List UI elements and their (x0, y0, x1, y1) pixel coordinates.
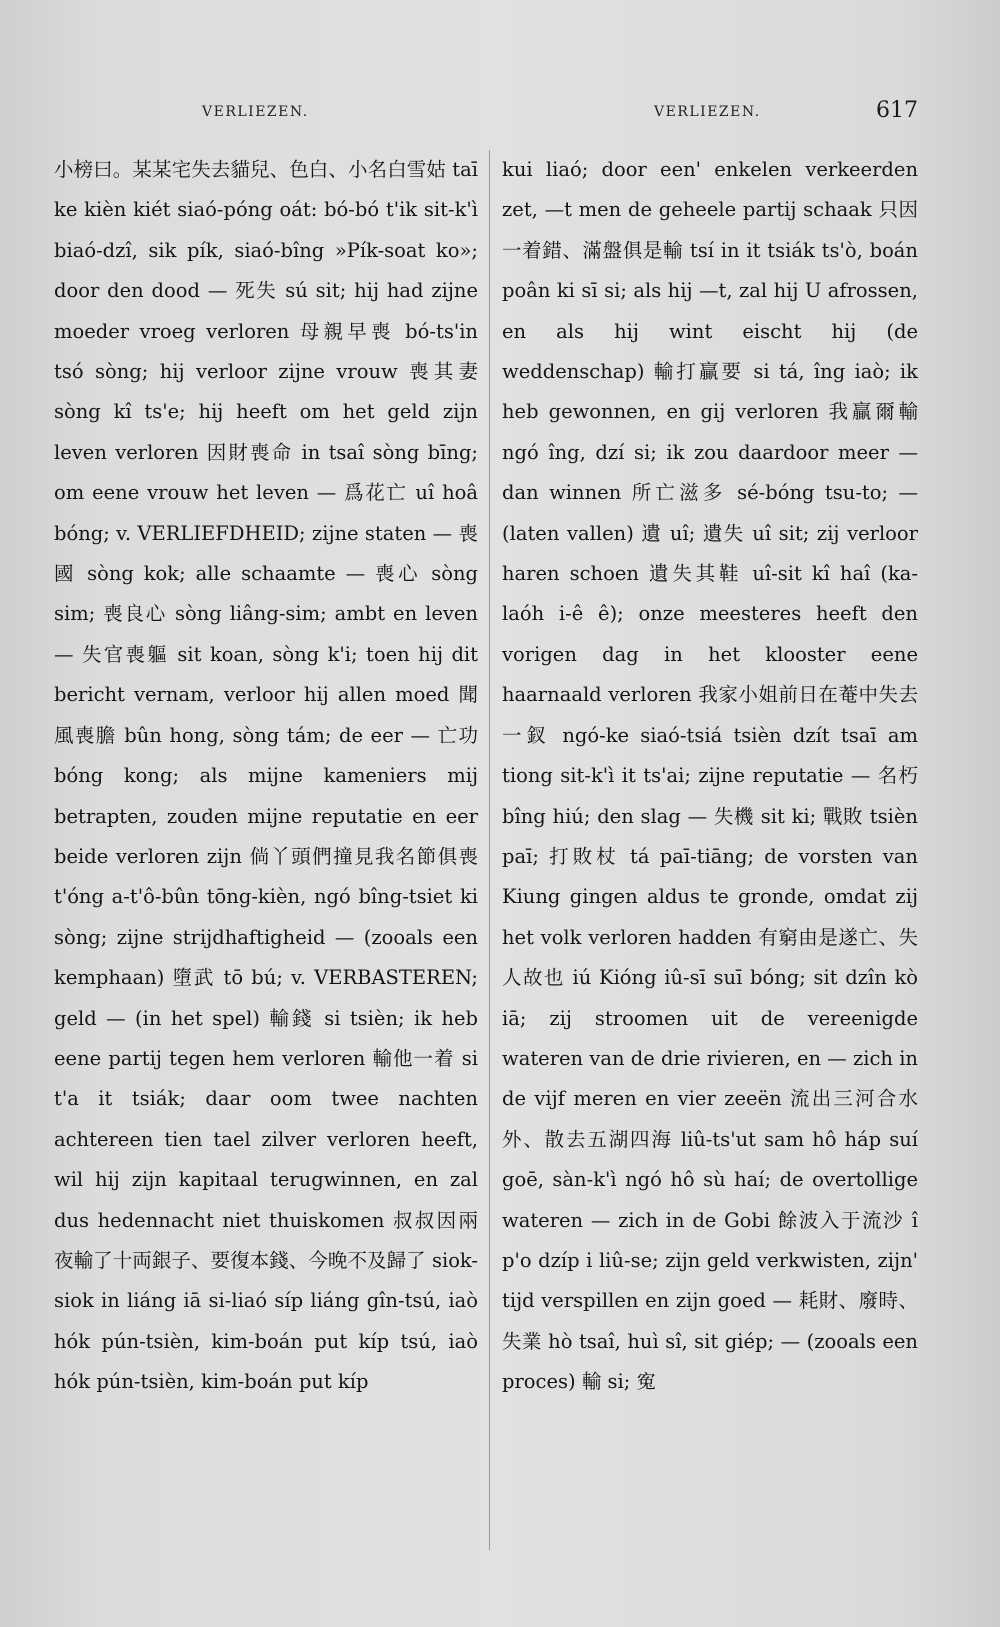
running-title-left: VERLIEZEN. (202, 104, 309, 120)
right-column (502, 150, 918, 1403)
running-title-right: VERLIEZEN. (654, 104, 761, 120)
left-column (54, 150, 478, 1403)
page-number: 617 (876, 98, 918, 123)
left-column-text: 小榜曰。某某宅失去貓兒、色白、小名白雪姑 taī ke kièn kiét siaó-póng oát: bó-bó t'ik sit-k'ì biaó-dzî, sik pík, siaó-bîng »Pík-soat ko»; door den dood — 死失 sú sit; hij had zijne moeder vroeg verloren 母親早喪 bó-ts'in tsó sòng; hij verloor zijne vrouw 喪其妻 sòng kî ts'e; hij heeft om het geld zijn leven verloren 因財喪命 in tsaî sòng bīng; om eene vrouw het leven — 爲花亡 uî hoâ bóng; v. VERLIEFDHEID; zijne staten — 喪國 sòng kok; alle schaamte — 喪心 sòng sim; 喪良心 sòng liâng-sim; ambt en leven — 失官喪軀 sit koan, sòng k'i; toen hij dit bericht vernam, verloor hij allen moed 聞風喪膽 bûn hong, sòng tám; de eer — 亡功 bóng kong; als mijne kameniers mij betrapten, zouden mijne reputatie en eer beide verloren zijn 倘丫頭們撞見我名節俱喪 t'óng a-t'ô-bûn tōng-kièn, ngó bîng-tsiet ki sòng; zijne strijdhaftigheid — (zooals een kemphaan) 墮武 tō bú; v. VERBASTEREN; geld — (in het spel) 輸錢 si tsièn; ik heb eene partij tegen hem verloren 輸他一着 si t'a it tsiák; daar oom twee nachten achtereen tien tael zilver verloren heeft, wil hij zijn kapitaal terugwinnen, en zal dus hedennacht niet thuiskomen 叔叔因兩夜輸了十両銀子、要復本錢、今晚不及歸了 siok-siok in liáng iā si-liaó síp liáng gîn-tsú, iaò hók pún-tsièn, kim-boán put kíp tsú, iaò hók pún-tsièn, kim-boán put kíp (54, 158, 478, 1394)
column-divider (489, 150, 490, 1550)
right-column-text: kui liaó; door een' enkelen verkeerden zet, —t men de geheele partij schaak 只因一着錯、滿盤俱是輸 tsí in it tsiák ts'ò, boán poân ki sī si; als hij —t, zal hij U afrossen, en als hij wint eischt hij (de weddenschap) 輸打贏要 si tá, îng iaò; ik heb gewonnen, en gij verloren 我贏爾輸 ngó îng, dzí si; ik zou daardoor meer — dan winnen 所亡滋多 sé-bóng tsu-to; — (laten vallen) 遺 uî; 遺失 uî sit; zij verloor haren schoen 遺失其鞋 uî-sit kî haî (ka-laóh i-ê ê); onze meesteres heeft den vorigen dag in het klooster eene haarnaald verloren 我家小姐前日在菴中失去一釵 ngó-ke siaó-tsiá tsièn dzít tsaī am tiong sit-k'ì it ts'ai; zijne reputatie — 名朽 bîng hiú; den slag — 失機 sit ki; 戰敗 tsièn paī; 打敗杖 tá paī-tiāng; de vorsten van Kiung gingen aldus te gronde, omdat zij het volk verloren hadden 有窮由是遂亡、失人故也 iú Kióng iû-sī suī bóng; sit dzîn kò iā; zij stroomen uit de vereenigde wateren van de drie rivieren, en — zich in de vijf meren en vier zeeën 流出三河合水外、散去五湖四海 liû-ts'ut sam hô háp suí goē, sàn-k'ì ngó hô sù haí; de overtollige wateren — zich in de Gobi 餘波入于流沙 î p'o dzíp i liû-se; zijn geld verkwisten, zijn' tijd verspillen en zijn goed — 耗財、廢時、失業 hò tsaî, huì sî, sit giép; — (zooals een proces) 輸 si; 寃 (502, 158, 918, 1394)
